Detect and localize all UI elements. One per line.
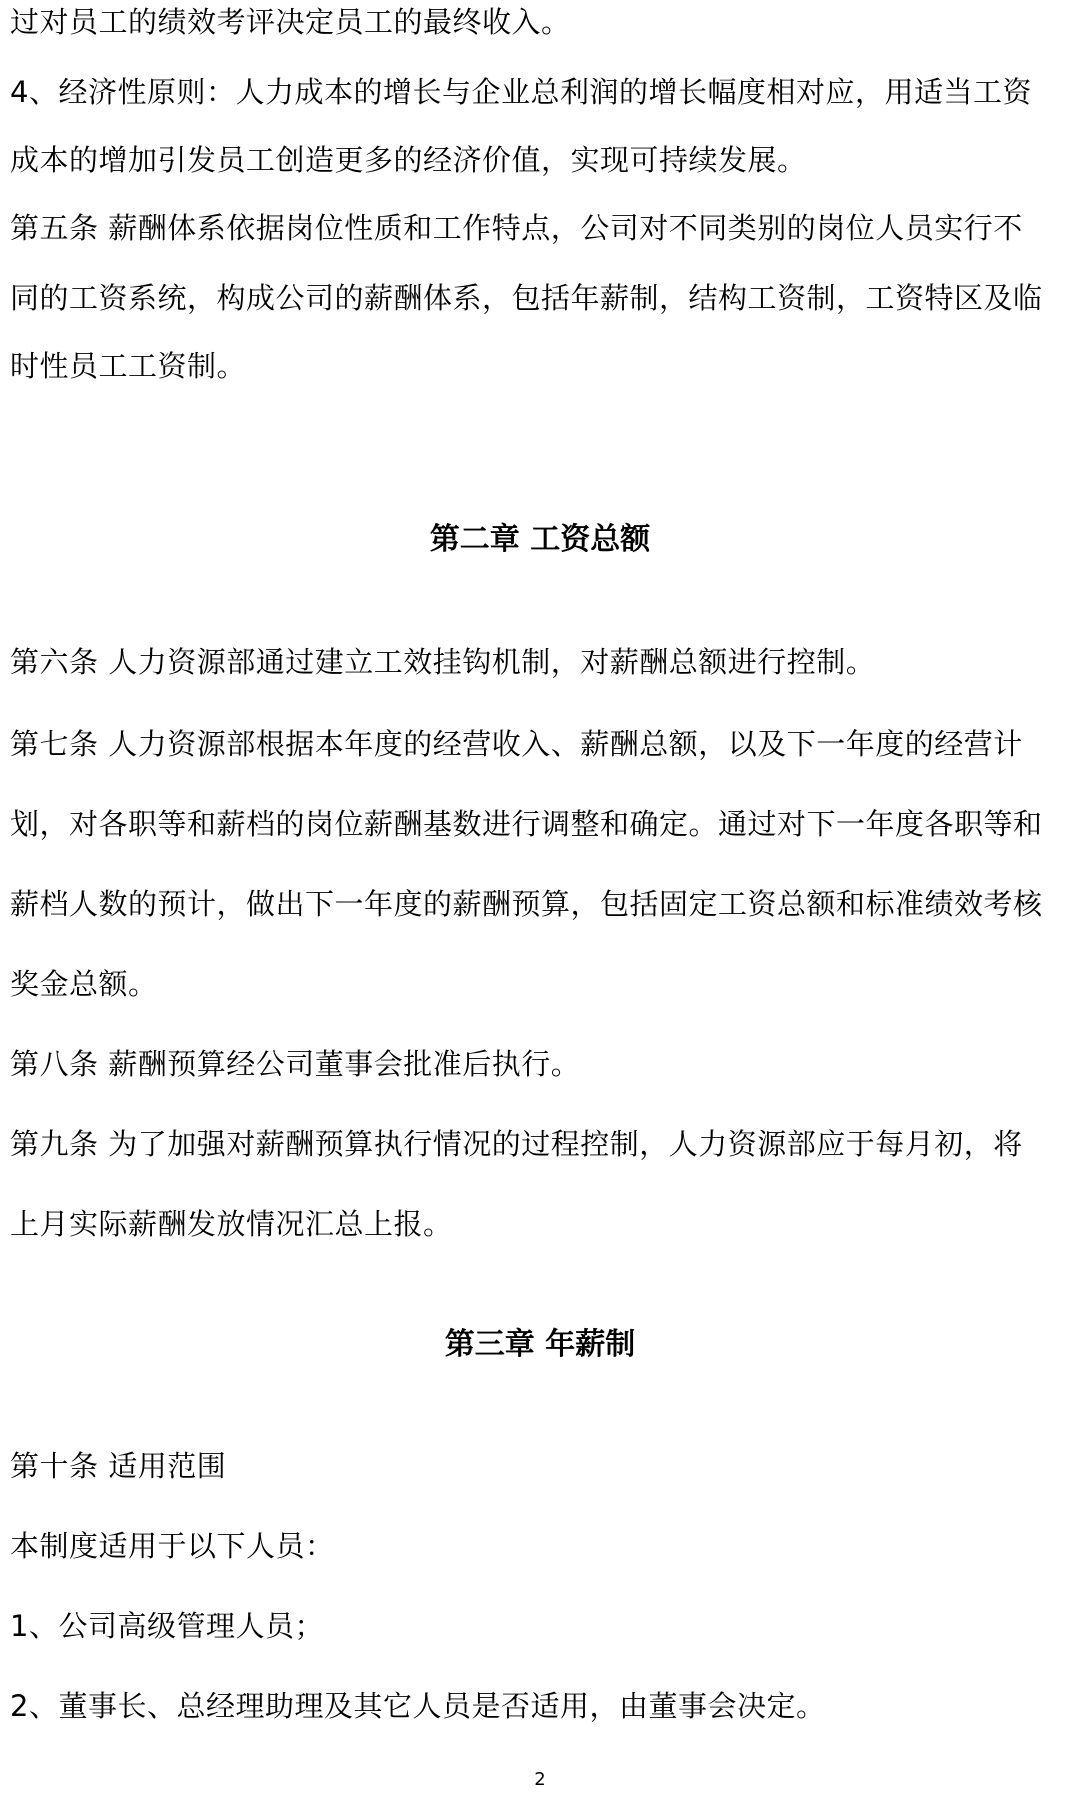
text-line: 过对员工的绩效考评决定员工的最终收入。 — [10, 5, 571, 39]
text-line: 第九条 为了加强对薪酬预算执行情况的过程控制，人力资源部应于每月初，将 — [10, 1127, 1023, 1161]
text-line: 第七条 人力资源部根据本年度的经营收入、薪酬总额，以及下一年度的经营计 — [10, 727, 1023, 761]
text-line: 划，对各职等和薪档的岗位薪酬基数进行调整和确定。通过对下一年度各职等和 — [10, 807, 1043, 841]
text-line: 本制度适用于以下人员： — [10, 1529, 335, 1563]
text-line: 4、经济性原则：人力成本的增长与企业总利润的增长幅度相对应，用适当工资 — [10, 75, 1032, 109]
text-line: 第六条 人力资源部通过建立工效挂钩机制，对薪酬总额进行控制。 — [10, 645, 876, 679]
text-line: 第八条 薪酬预算经公司董事会批准后执行。 — [10, 1047, 581, 1081]
text-line: 同的工资系统，构成公司的薪酬体系，包括年薪制，结构工资制，工资特区及临 — [10, 281, 1043, 315]
text-line: 2、董事长、总经理助理及其它人员是否适用，由董事会决定。 — [10, 1689, 826, 1723]
text-line: 1、公司高级管理人员； — [10, 1609, 324, 1643]
chapter-heading: 第二章 工资总额 — [429, 522, 651, 557]
text-line: 奖金总额。 — [10, 967, 158, 1001]
text-line: 第五条 薪酬体系依据岗位性质和工作特点，公司对不同类别的岗位人员实行不 — [10, 211, 1023, 245]
text-line: 薪档人数的预计，做出下一年度的薪酬预算，包括固定工资总额和标准绩效考核 — [10, 887, 1043, 921]
text-line: 上月实际薪酬发放情况汇总上报。 — [10, 1207, 453, 1241]
text-line: 成本的增加引发员工创造更多的经济价值，实现可持续发展。 — [10, 143, 807, 177]
chapter-heading: 第三章 年薪制 — [444, 1327, 636, 1362]
text-line: 时性员工工资制。 — [10, 349, 247, 383]
text-line: 第十条 适用范围 — [10, 1449, 227, 1483]
page-number: 2 — [534, 1769, 546, 1790]
